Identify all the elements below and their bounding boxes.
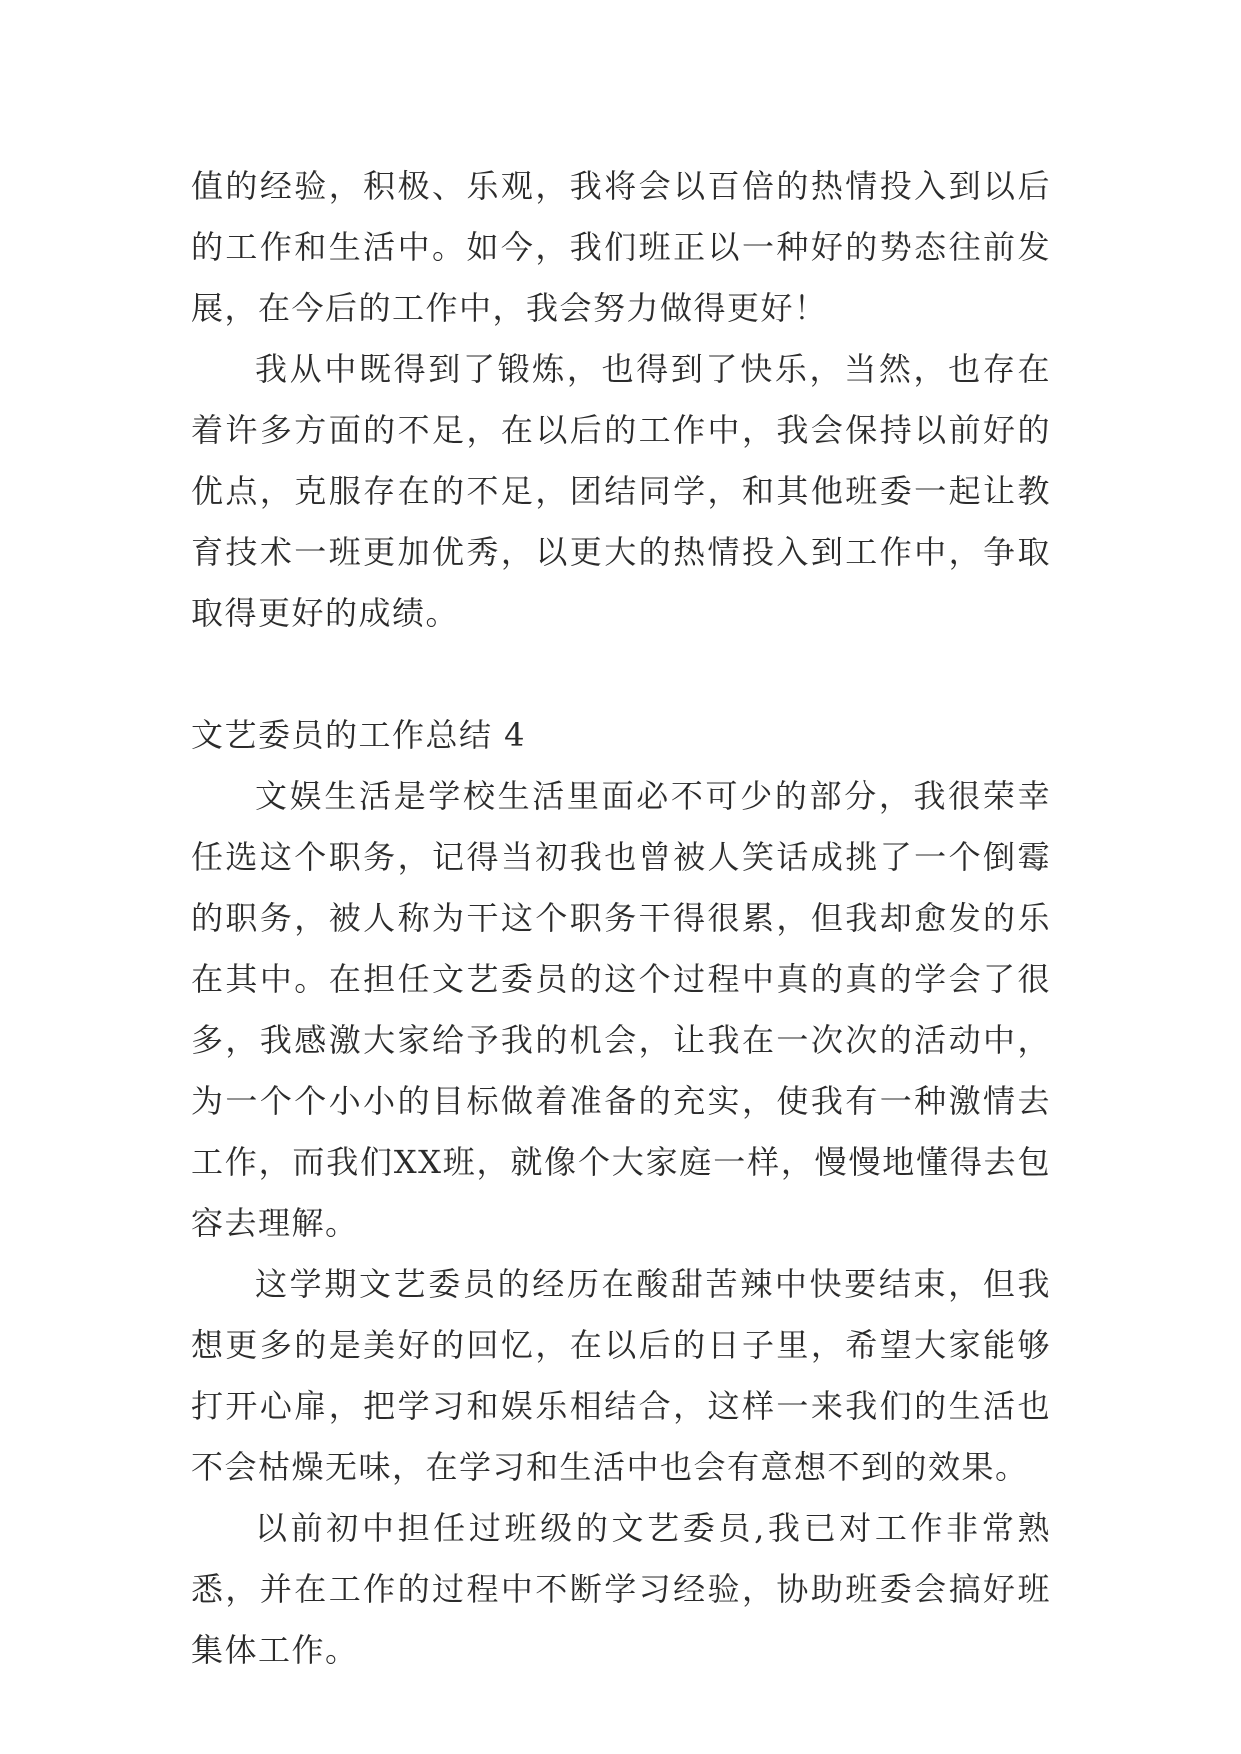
paragraph: 文娱生活是学校生活里面必不可少的部分，我很荣幸任选这个职务，记得当初我也曾被人笑话成挑了一个倒霉的职务，被人称为干这个职务干得很累，但我却愈发的乐在其中。在担任文艺委员的这个过程中真的真的学会了很多，我感激大家给予我的机会，让我在一次次的活动中，为一个个小小的目标做着准备的充实，使我有一种激情去工作，而我们XX班，就像个大家庭一样，慢慢地懂得去包容去理解。 xyxy=(191,777,1051,1242)
blank-line xyxy=(191,644,1051,705)
paragraph-continued: 值的经验，积极、乐观，我将会以百倍的热情投入到以后的工作和生活中。如今，我们班正以一种好的势态往前发展，在今后的工作中，我会努力做得更好！ xyxy=(191,167,1051,327)
document-body xyxy=(191,156,1051,1681)
paragraph: 以前初中担任过班级的文艺委员,我已对工作非常熟悉，并在工作的过程中不断学习经验，协助班委会搞好班集体工作。 xyxy=(191,1509,1051,1669)
paragraph: 这学期文艺委员的经历在酸甜苦辣中快要结束，但我想更多的是美好的回忆，在以后的日子里，希望大家能够打开心扉，把学习和娱乐相结合，这样一来我们的生活也不会枯燥无味，在学习和生活中也会有意想不到的效果。 xyxy=(191,1265,1051,1486)
section-heading: 文艺委员的工作总结 4 xyxy=(191,716,527,754)
paragraph: 我从中既得到了锻炼，也得到了快乐，当然，也存在着许多方面的不足，在以后的工作中，我会保持以前好的优点，克服存在的不足，团结同学，和其他班委一起让教育技术一班更加优秀，以更大的热情投入到工作中，争取取得更好的成绩。 xyxy=(191,350,1051,632)
